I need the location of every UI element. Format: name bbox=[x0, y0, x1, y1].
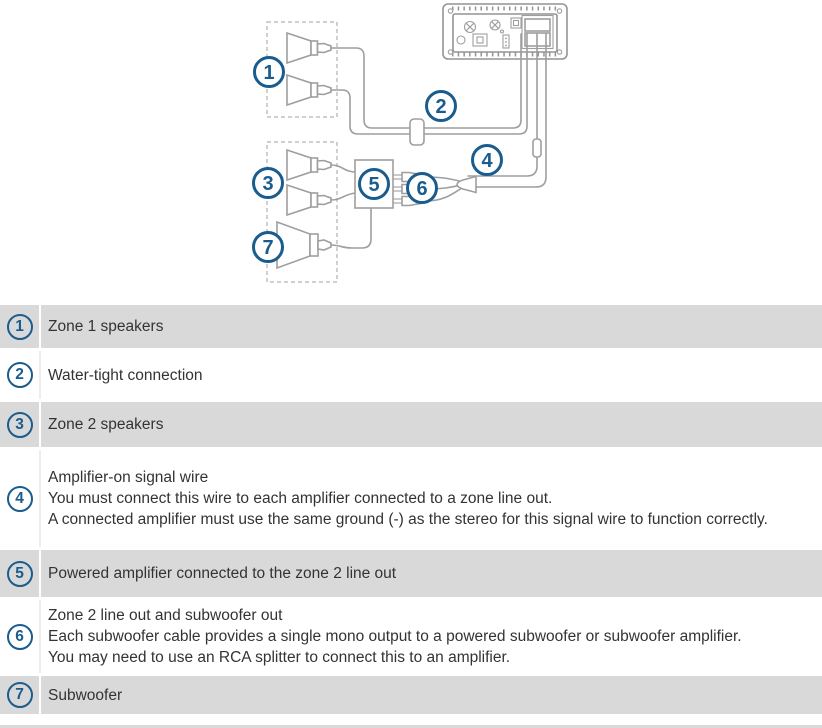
legend-text: Amplifier-on signal wire bbox=[48, 469, 209, 486]
zone2-speaker-wire-top bbox=[331, 165, 356, 172]
diagram-callout-6 bbox=[408, 174, 437, 203]
wiring-diagram bbox=[0, 0, 822, 300]
zone1-speaker-icon-top bbox=[287, 33, 331, 63]
legend-row-5 bbox=[0, 550, 822, 597]
legend-number-4: 4 bbox=[7, 486, 33, 512]
legend-number-5: 5 bbox=[7, 561, 33, 587]
zone2-speaker-wire-bottom bbox=[331, 193, 356, 200]
diagram-callout-2 bbox=[427, 92, 456, 121]
legend-text: Water-tight connection bbox=[48, 366, 203, 384]
legend-text: Zone 2 speakers bbox=[48, 416, 164, 433]
legend-text: Zone 2 line out and subwoofer out bbox=[48, 607, 283, 624]
legend-number-6: 6 bbox=[7, 624, 33, 650]
subwoofer-icon bbox=[277, 222, 331, 268]
legend-text: Powered amplifier connected to the zone 2 line out bbox=[48, 565, 397, 582]
legend-number-7: 7 bbox=[7, 682, 33, 708]
bottom-spacer bbox=[0, 717, 822, 725]
diagram-callout-5 bbox=[360, 170, 389, 199]
legend-table bbox=[0, 305, 822, 728]
legend-number-3: 3 bbox=[7, 412, 33, 438]
legend-text: Each subwoofer cable provides a single mono output to a powered subwoofer or subwoofer amplifier. bbox=[48, 628, 742, 645]
legend-row-7 bbox=[0, 676, 822, 714]
zone2-speaker-icon-top bbox=[287, 150, 331, 180]
legend-text: Subwoofer bbox=[48, 686, 123, 704]
inline-connector bbox=[533, 139, 541, 157]
stereo-rear-panel bbox=[443, 4, 567, 59]
svg-text:2: 2 bbox=[435, 96, 447, 118]
harness-block-top bbox=[525, 19, 550, 31]
zone1-speaker-icon-bottom bbox=[287, 75, 331, 105]
svg-text:1: 1 bbox=[263, 62, 275, 84]
legend-text: You may need to use an RCA splitter to connect this to an amplifier. bbox=[48, 649, 511, 666]
legend-number-2: 2 bbox=[7, 362, 33, 388]
diagram-callout-7 bbox=[254, 233, 283, 262]
legend-row-6 bbox=[0, 600, 822, 673]
svg-text:6: 6 bbox=[416, 178, 428, 200]
svg-text:7: 7 bbox=[262, 237, 274, 259]
diagram-callout-4 bbox=[473, 146, 502, 175]
svg-text:3: 3 bbox=[262, 173, 274, 195]
legend-row-2 bbox=[0, 351, 822, 399]
zone2-speaker-icon-bottom bbox=[287, 185, 331, 215]
diagram-callout-3 bbox=[254, 169, 283, 198]
legend-text: Zone 1 speakers bbox=[48, 318, 164, 335]
legend-row-4 bbox=[0, 450, 822, 547]
legend-row-1 bbox=[0, 305, 822, 348]
legend-number-1: 1 bbox=[7, 314, 33, 340]
svg-text:4: 4 bbox=[481, 150, 493, 172]
legend-text: You must connect this wire to each amplifier connected to a zone line out. bbox=[48, 490, 553, 507]
water-tight-connector bbox=[410, 119, 424, 145]
svg-text:5: 5 bbox=[368, 174, 380, 196]
diagram-callout-1 bbox=[255, 58, 284, 87]
wiring-diagram-svg bbox=[0, 0, 822, 300]
legend-text: A connected amplifier must use the same ground (-) as the stereo for this signal wire to function correctly. bbox=[48, 511, 768, 528]
legend-row-3 bbox=[0, 402, 822, 447]
